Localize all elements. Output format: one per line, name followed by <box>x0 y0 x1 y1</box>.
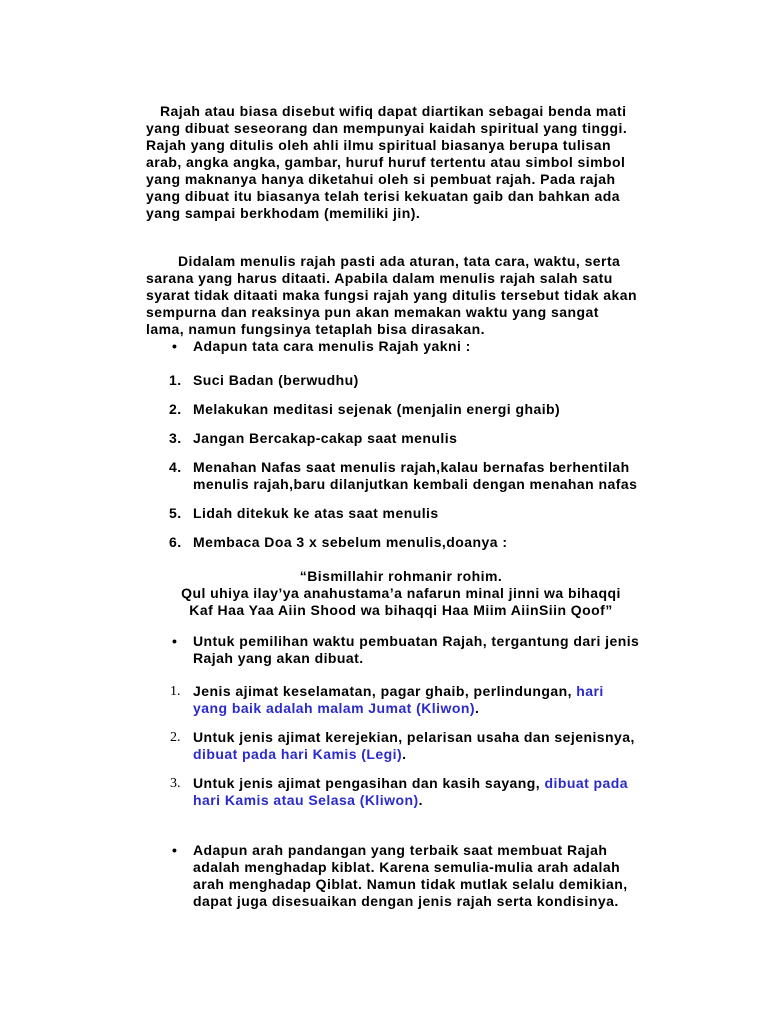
schedule-line <box>193 775 628 792</box>
schedule-text <box>193 775 628 809</box>
list-number: 1. <box>170 684 181 699</box>
prayer-quote <box>96 568 706 619</box>
schedule-highlight-text: dibuat pada hari Kamis (Legi) <box>193 746 403 762</box>
paragraph-line: sempurna dan reaksinya pun akan memakan waktu yang sangat <box>146 304 599 320</box>
paragraph-line: Rajah yang ditulis oleh ahli ilmu spiritual biasanya berupa tulisan <box>146 137 612 153</box>
bullet-line: Adapun arah pandangan yang terbaik saat membuat Rajah <box>193 842 608 858</box>
bullet-marker: • <box>172 338 178 354</box>
list-number: 6. <box>169 534 182 550</box>
schedule-line <box>193 700 604 717</box>
step-line: Membaca Doa 3 x sebelum menulis,doanya : <box>193 534 508 550</box>
step-line: menulis rajah,baru dilanjutkan kembali dengan menahan nafas <box>193 476 638 492</box>
schedule-highlight-text: dibuat pada <box>544 775 628 791</box>
bullet-marker: • <box>172 633 178 649</box>
schedule-highlight-text: hari Kamis atau Selasa (Kliwon) <box>193 792 419 808</box>
bullet-line: dapat juga disesuaikan dengan jenis rajah serta kondisinya. <box>193 893 619 909</box>
paragraph-line: Didalam menulis rajah pasti ada aturan, tata cara, waktu, serta <box>178 253 621 269</box>
list-number: 1. <box>169 372 182 388</box>
prayer-line: Qul uhiya ilay’ya anahustama’a nafarun minal jinni wa bihaqqi <box>181 585 621 601</box>
list-number: 2. <box>169 401 182 417</box>
step-line: Menahan Nafas saat menulis rajah,kalau bernafas berhentilah <box>193 459 630 475</box>
schedule-plain-text: . <box>402 746 407 762</box>
paragraph-line: yang maknanya hanya diketahui oleh si pembuat rajah. Pada rajah <box>146 171 616 187</box>
step-text <box>193 372 359 389</box>
bullet-text <box>193 633 639 667</box>
prayer-line: “Bismillahir rohmanir rohim. <box>299 568 503 584</box>
step-text <box>193 459 637 493</box>
paragraph-line: sarana yang harus ditaati. Apabila dalam menulis rajah salah satu <box>146 270 613 286</box>
schedule-highlight-text: hari <box>576 683 604 699</box>
bullet-line: Adapun tata cara menulis Rajah yakni : <box>193 338 471 354</box>
step-line: Jangan Bercakap-cakap saat menulis <box>193 430 458 446</box>
bullet-line: arah menghadap Qiblat. Namun tidak mutlak selalu demikian, <box>193 876 628 892</box>
list-number: 2. <box>170 730 181 745</box>
step-line: Suci Badan (berwudhu) <box>193 372 359 388</box>
bullet-line: Untuk pemilihan waktu pembuatan Rajah, tergantung dari jenis <box>193 633 640 649</box>
bullet-marker: • <box>172 842 178 858</box>
schedule-line <box>193 683 604 700</box>
step-text <box>193 534 507 551</box>
list-number: 5. <box>169 505 182 521</box>
prayer-line: Kaf Haa Yaa Aiin Shood wa bihaqqi Haa Miim AiinSiin Qoof” <box>189 602 613 618</box>
schedule-plain-text: . <box>418 792 423 808</box>
paragraph-line: yang dibuat seseorang dan mempunyai kaidah spiritual yang tinggi. <box>146 120 628 136</box>
paragraph-line: arab, angka angka, gambar, huruf huruf tertentu atau simbol simbol <box>146 154 626 170</box>
step-text <box>193 505 439 522</box>
paragraph-line: yang sampai berkhodam (memiliki jin). <box>146 205 421 221</box>
list-number: 4. <box>169 459 182 475</box>
step-line: Melakukan meditasi sejenak (menjalin energi ghaib) <box>193 401 561 417</box>
rules-paragraph <box>146 253 637 338</box>
bullet-text <box>193 842 628 910</box>
paragraph-line: Rajah atau biasa disebut wifiq dapat diartikan sebagai benda mati <box>160 103 627 119</box>
schedule-line <box>193 729 635 746</box>
schedule-plain-text: Untuk jenis ajimat kerejekian, pelarisan usaha dan sejenisnya, <box>193 729 635 745</box>
schedule-line <box>193 746 635 763</box>
list-number: 3. <box>169 430 182 446</box>
bullet-line: Rajah yang akan dibuat. <box>193 650 364 666</box>
paragraph-line: yang dibuat itu biasanya telah terisi kekuatan gaib dan bahkan ada <box>146 188 620 204</box>
paragraph-line: syarat tidak ditaati maka fungsi rajah yang ditulis tersebut tidak akan <box>146 287 637 303</box>
list-number: 3. <box>170 776 181 791</box>
intro-paragraph <box>146 103 627 222</box>
schedule-text <box>193 729 635 763</box>
paragraph-line: lama, namun fungsinya tetaplah bisa dirasakan. <box>146 321 485 337</box>
schedule-plain-text: Jenis ajimat keselamatan, pagar ghaib, perlindungan, <box>193 683 572 699</box>
schedule-text <box>193 683 604 717</box>
schedule-highlight-text: yang baik adalah malam Jumat (Kliwon) <box>193 700 475 716</box>
bullet-line: adalah menghadap kiblat. Karena semulia-mulia arah adalah <box>193 859 621 875</box>
schedule-plain-text: . <box>474 700 480 716</box>
schedule-plain-text: Untuk jenis ajimat pengasihan dan kasih sayang, <box>193 775 541 791</box>
step-text <box>193 401 560 418</box>
bullet-text <box>193 338 471 355</box>
step-text <box>193 430 457 447</box>
schedule-line <box>193 792 628 809</box>
step-line: Lidah ditekuk ke atas saat menulis <box>193 505 439 521</box>
